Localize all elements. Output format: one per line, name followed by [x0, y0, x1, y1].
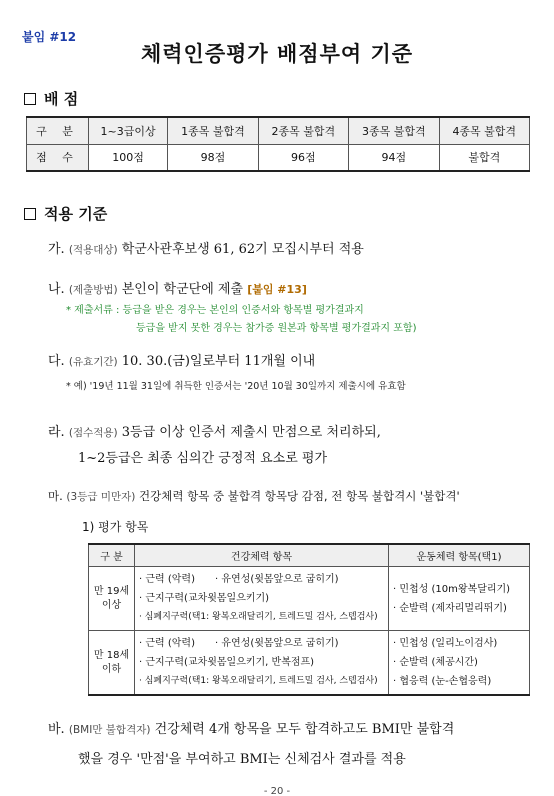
- item-ra-line2: 1~2등급은 최종 심의간 긍정적 요소로 평가: [78, 451, 328, 466]
- na-docs-line1: * 제출서류 : 등급을 받은 경우는 본인의 인증서와 항목별 평가결과지: [66, 305, 364, 316]
- table-row: [89, 567, 530, 631]
- table-cell: 구 분: [27, 117, 89, 144]
- health-cell: · 근력 (악력) · 유연성(윗몸앞으로 굽히기) · 근지구력(교차윗몸일으키기, 반복점프) · 심폐지구력(택1: 왕복오래달리기, 트레드밀 검사, 스텝검사): [135, 631, 389, 696]
- item-da: 다. (유효기간) 10. 30.(금)일로부터 11개월 이내: [48, 354, 316, 369]
- item-ra: 라. (점수적용) 3등급 이상 인증서 제출시 만점으로 처리하되,: [48, 425, 381, 440]
- section-heading-apply: 적용 기준: [24, 203, 107, 224]
- table-cell: 94점: [349, 144, 439, 171]
- item-ba-line2: 했을 경우 '만점'을 부여하고 BMI는 신체검사 결과를 적용: [78, 752, 406, 767]
- table-cell: 3종목 불합격: [349, 117, 439, 144]
- fitness-items-table: [88, 543, 530, 696]
- table-cell: 건강체력 항목: [135, 544, 389, 567]
- item-ba: 바. (BMI만 불합격자) 건강체력 4개 항목을 모두 합격하고도 BMI만 불합격: [48, 722, 455, 737]
- table-cell: 98점: [168, 144, 258, 171]
- table-row: [89, 631, 530, 696]
- age-cell: 만 18세 이하: [89, 631, 135, 696]
- checkbox-square-icon: [24, 208, 36, 220]
- section-heading-score: 배 점: [24, 88, 78, 109]
- item-ga: 가. (적용대상) 학군사관후보생 61, 62기 모집시부터 적용: [48, 242, 364, 257]
- score-header-row: [27, 117, 530, 144]
- table-cell: 1~3급이상: [89, 117, 168, 144]
- score-table: [26, 116, 530, 172]
- age-cell: 만 19세 이상: [89, 567, 135, 631]
- da-note: * 예) '19년 11월 31일에 취득한 인증서는 '20년 10월 30일까지 제출시에 유효함: [66, 381, 406, 392]
- page-number: - 20 -: [263, 786, 291, 796]
- attachment-tag: 붙임 #12: [22, 30, 77, 44]
- table-cell: 2종목 불합격: [258, 117, 348, 144]
- item-na: 나. (제출방법) 본인이 학군단에 제출 [붙임 #13]: [48, 282, 307, 297]
- fitness-header-row: [89, 544, 530, 567]
- motor-cell: · 민첩성 (일리노이검사) · 순발력 (체공시간) · 협응력 (눈-손협응력): [389, 631, 530, 696]
- na-docs-line2: 등급을 받지 못한 경우는 참가증 원본과 항목별 평가결과지 포함): [136, 323, 417, 334]
- table-cell: 점 수: [27, 144, 89, 171]
- item-ma: 마. (3등급 미만자) 건강체력 항목 중 불합격 항목당 감점, 전 항목 불합격시 '불합격': [48, 489, 460, 503]
- ma-sub-heading: 1) 평가 항목: [82, 520, 149, 534]
- table-cell: 운동체력 항목(택1): [389, 544, 530, 567]
- health-cell: · 근력 (악력) · 유연성(윗몸앞으로 굽히기) · 근지구력(교차윗몸일으키기) · 심폐지구력(택1: 왕복오래달리기, 트레드밀 검사, 스텝검사): [135, 567, 389, 631]
- table-cell: 96점: [258, 144, 348, 171]
- table-cell: 불합격: [439, 144, 529, 171]
- table-cell: 1종목 불합격: [168, 117, 258, 144]
- table-cell: 구 분: [89, 544, 135, 567]
- page-title: 체력인증평가 배점부여 기준: [140, 42, 414, 66]
- table-cell: 100점: [89, 144, 168, 171]
- table-cell: 4종목 불합격: [439, 117, 529, 144]
- motor-cell: · 민첩성 (10m왕복달리기) · 순발력 (제자리멀리뛰기): [389, 567, 530, 631]
- score-value-row: [27, 144, 530, 171]
- checkbox-square-icon: [24, 93, 36, 105]
